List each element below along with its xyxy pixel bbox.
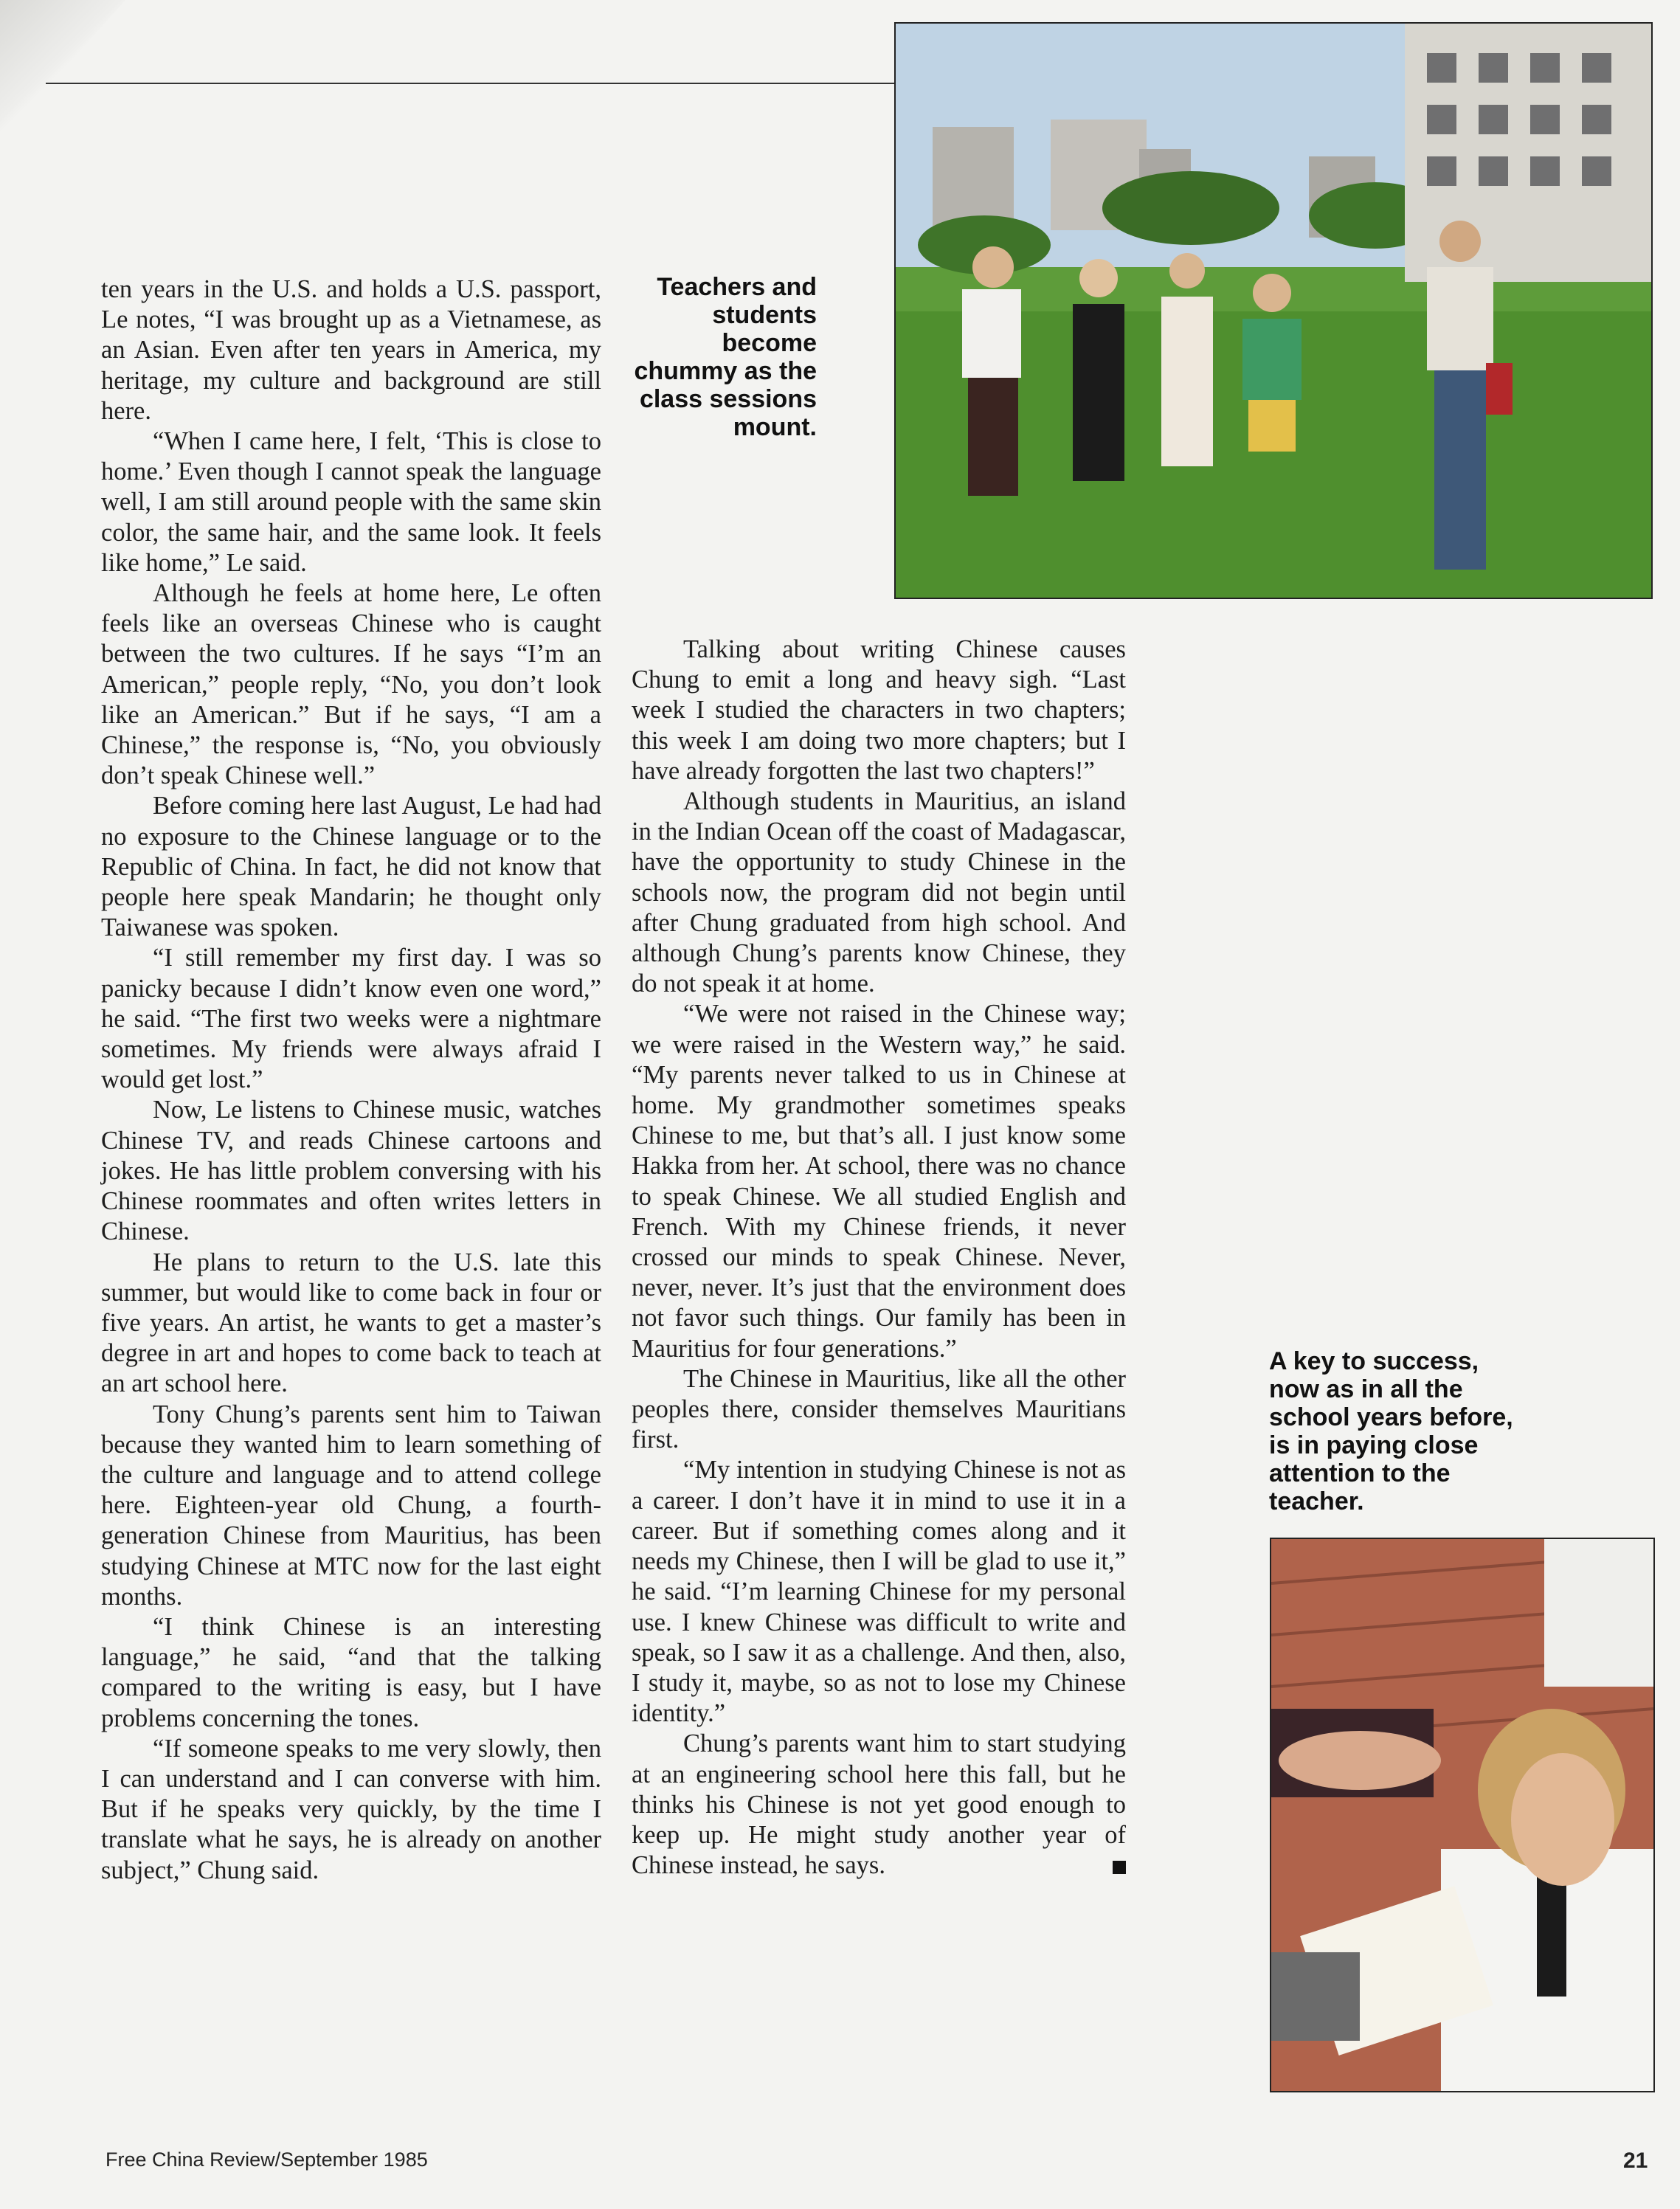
paragraph: “My intention in studying Chinese is not as a career. I don’t have it in mind to use it in a career. But if something comes along and it needs my Chinese, then I will be glad to use it,” he said. “I’m learning Chinese for my personal use. I knew Chinese was difficult to write and speak, so I saw it as a challenge. And then, also, I study it, maybe, so as not to lose my Chinese identity.”: [632, 1456, 1126, 1728]
bleed-through-text: [1166, 797, 1579, 832]
paragraph: “We were not raised in the Chinese way; we were raised in the Western way,” he said. “My parents never talked to us in Chinese at home. My grandmother sometimes speaks Chinese to me, but that’s all. I just know some Hakka from her. At school, there was no chance to speak Chinese. We all studied English and French. With my Chinese friends, it never crossed our minds to speak Chinese. Never, never, never. It’s just that the environment does not favor such things. Our family has been in Mauritius for four generations.”: [632, 1000, 1126, 1363]
paragraph: Talking about writing Chinese causes Chung to emit a long and heavy sigh. “Last week I studied the characters in two chapters; this week I am doing two more chapters; but I have already forgotten the last two chapters!”: [632, 635, 1126, 785]
paragraph: Now, Le listens to Chinese music, watches Chinese TV, and reads Chinese cartoons and jokes. He has little problem conversing with his Chinese roommates and often writes letters in Chinese.: [101, 1096, 601, 1246]
paragraph: ten years in the U.S. and holds a U.S. passport, Le notes, “I was brought up as a Vietnamese, as an Asian. Even after ten years in America, my heritage, my culture and background are still here.: [101, 275, 601, 425]
paragraph: The Chinese in Mauritius, like all the other peoples there, consider themselves Mauritians first.: [632, 1364, 1126, 1454]
paragraph: Before coming here last August, Le had had no exposure to the Chinese language or to the Republic of China. In fact, he did not know that people here speak Mandarin; he thought only Taiwanese was spoken.: [101, 792, 601, 942]
paragraph: “If someone speaks to me very slowly, then I can understand and I can converse with him. But if he speaks very quickly, by the time I translate what he says, he is already on another subject,” Chung said.: [101, 1734, 601, 1884]
end-of-article-mark: [1113, 1861, 1126, 1874]
paragraph: He plans to return to the U.S. late this summer, but would like to come back in four or five years. An artist, he wants to get a master’s degree in art and hopes to come back to teach at an art school here.: [101, 1248, 601, 1398]
student-reading-photo: [1270, 1538, 1655, 2092]
photo-caption-top: Teachers and students become chummy as the class sessions mount.: [634, 273, 817, 441]
paragraph: Tony Chung’s parents sent him to Taiwan because they wanted him to learn something of the culture and language and to attend college here. Eighteen-year old Chung, a fourth-generation Chinese from Mauritius, has been studying Chinese at MTC now for the last eight months.: [101, 1400, 601, 1611]
paragraph: Although students in Mauritius, an island in the Indian Ocean off the coast of Madagascar, have the opportunity to study Chinese in the schools now, the program did not begin until after Chung graduated from high school. And although Chung’s parents know Chinese, they do not speak it at home.: [632, 787, 1126, 998]
students-walking-photo: [894, 22, 1653, 599]
article-column-left: [101, 274, 601, 1886]
photo-caption-bottom: A key to success, now as in all the school years before, is in paying close attention to the teacher.: [1269, 1347, 1513, 1515]
article-column-middle: [632, 635, 1126, 1881]
paragraph: “When I came here, I felt, ‘This is close to home.’ Even though I cannot speak the language well, I am still around people with the same skin color, the same hair, and the same look. It feels like home,” Le said.: [101, 427, 601, 577]
paragraph: Although he feels at home here, Le often feels like an overseas Chinese who is caught between the two cultures. If he says “I’m an American,” people reply, “No, you don’t look like an American.” But if he says, “I am a Chinese,” the response is, “No, you obviously don’t speak Chinese well.”: [101, 579, 601, 790]
footer-source: Free China Review/September 1985: [106, 2148, 428, 2171]
page-number: 21: [1623, 2148, 1648, 2173]
paragraph: “I still remember my first day. I was so panicky because I didn’t know even one word,” he said. “The first two weeks were a nightmare sometimes. My friends were always afraid I would get lost.”: [101, 944, 601, 1094]
paragraph: Chung’s parents want him to start studying at an engineering school here this fall, but he thinks his Chinese is not yet good enough to keep up. He might study another year of Chinese instead, he says.: [632, 1729, 1126, 1880]
top-rule: [46, 83, 894, 84]
page-curl: [0, 0, 125, 140]
paragraph: “I think Chinese is an interesting language,” he said, “and that the talking compared to the writing is easy, but I have problems concerning the tones.: [101, 1612, 601, 1732]
